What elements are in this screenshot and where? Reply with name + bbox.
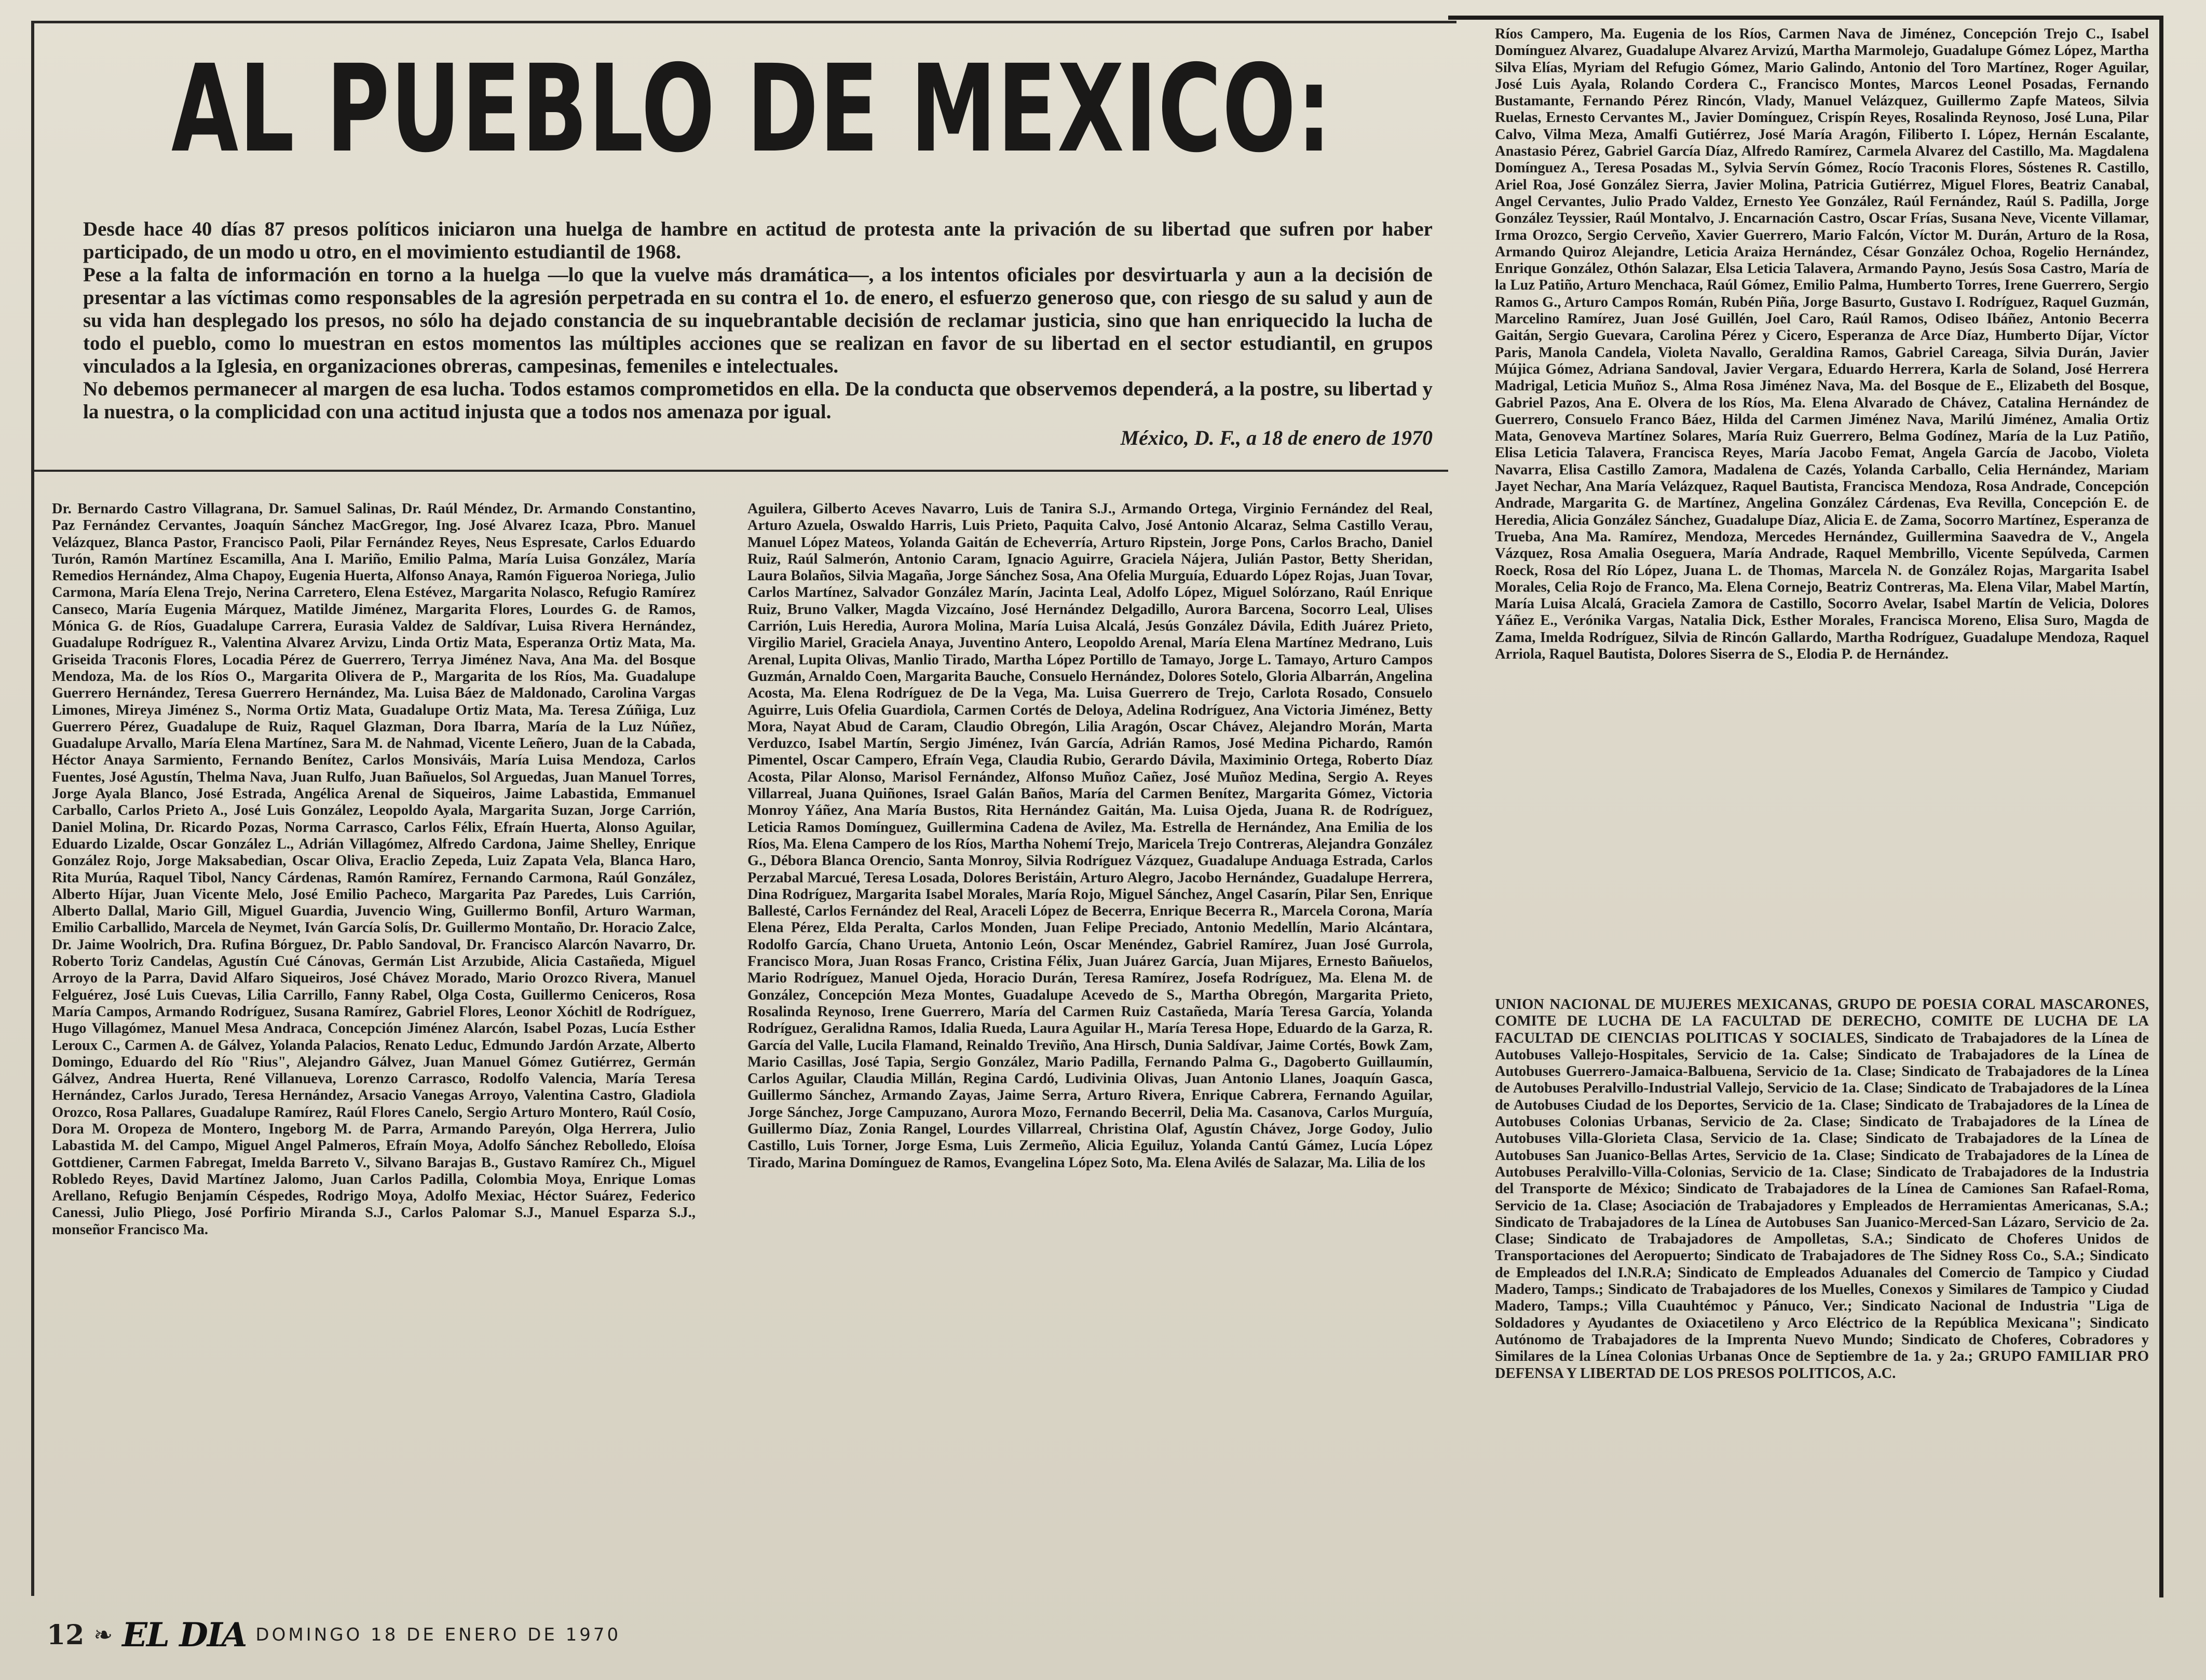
issue-date: DOMINGO 18 DE ENERO DE 1970 [255, 1624, 621, 1645]
unions-list: Sindicato de Trabajadores de la Línea de Autobuses Vallejo-Hospitales, Servicio de 1a. Calse; Sindicato de Trabajadores de la Línea de Autobuses Guerrero-Jamaica-Balbuena, Servicio de 1a. Clase; Sindicato de Trabajadores de la Línea de Autobuses Peralvillo-Industrial Vallejo, Servicio de 1a. Clase; Sindicato de Trabajadores de la Línea de Autobuses Ciudad de los Deportes, Servicio de 1a. Clase; Sindicato de Trabajadores de la Línea de Autobuses Colonias Urbanas, Servicio de 2a. Clase; Sindicato de Trabajadores de la Línea de Autobuses Villa-Glorieta Clasa, Servicio de 1a. Clase; Sindicato de Trabajadores de la Línea de Autobuses San Juanico-Bellas Artes, Servicio de 1a. Clase; Sindicato de Trabajadores de la Línea de Autobuses Peralvillo-Villa-Colonias, Servicio de 1a. Clase; Sindicato de Trabajadores de la Industria del Transporte de México; Sindicato de Trabajadores de la Línea de Camiones San Rafael-Roma, Servicio de 1a. Clase; Asociación de Trabajadores y Empleados de Herramientas Americanas, S.A.; Sindicato de Trabajadores de la Línea de Autobuses San Juanico-Merced-San Lázaro, Servicio de 2a. Clase; Sindicato de Trabajadores de Ampolletas, S.A.; Sindicato de Choferes Unidos de Transportaciones del Aeropuerto; Sindicato de Trabajadores de The Sidney Ross Co., S.A.; Sindicato de Empleados del I.N.R.A; Sindicato de Empleados Aduanales del Comercio de Tampico y Ciudad Madero, Tamps.; Sindicato de Trabajadores de los Muelles, Conexos y Similares de Tampico y Ciudad Madero, Tamps.; Villa Cuauhtémoc y Pánuco, Ver.; Sindicato Nacional de Industria "Liga de Soldadores y Ayudantes de Oxiacetileno y Arco Eléctrico de la República Mexicana"; Sindicato Autónomo de Trabajadores de la Imprenta Nuevo Mundo; Sindicato de Choferes, Cobradores y Similares de la Línea Colonias Urbanas Once de Septiembre de 1a. y 2a.; [1495, 1030, 2149, 1365]
signatures-column-2: Aguilera, Gilberto Aceves Navarro, Luis de Tanira S.J., Armando Ortega, Virginio Fernández del Real, Arturo Azuela, Oswaldo Harris, Luis Prieto, Paquita Calvo, José Antonio Alcaraz, Selma Castillo Verau, Manuel López Mateos, Yolanda Gaitán de Echeverría, Arturo Ripstein, Jorge Pons, Carlos Bracho, Daniel Ruiz, Raúl Salmerón, Antonio Caram, Ignacio Aguirre, Graciela Nájera, Julián Pastor, Betty Sheridan, Laura Bolaños, Silvia Magaña, Jorge Sánchez Sosa, Ana Ofelia Murguía, Eduardo López Rojas, Juan Tovar, Carlos Martínez, Salvador González Marín, Jacinta Leal, Adolfo López, Miguel Solórzano, Raúl Enrique Ruiz, Bruno Valker, Magda Vizcaíno, José Hernández Delgadillo, Aurora Barcena, Socorro Leal, Ulises Carrión, Luis Heredia, Aurora Molina, María Luisa Alcalá, Jesús González Dávila, Edith Juárez Prieto, Virgilio Mariel, Graciela Anaya, Juventino Antero, Leopoldo Arenal, María Elena Martínez Medrano, Luis Arenal, Lupita Olivas, Manlio Tirado, Martha López Portillo de Tamayo, Jorge L. Tamayo, Arturo Campos Guzmán, Arnaldo Coen, Margarita Bauche, Consuelo Hernández, Dolores Sotelo, Gloria Albarrán, Angelina Acosta, Ma. Elena Rodríguez de De la Vega, Ma. Luisa Guerrero de Trejo, Carlota Rosado, Consuelo Aguirre, Luis Ofelia Guardiola, Carmen Cortés de Deloya, Adelina Rodríguez, Ana Victoria Jiménez, Betty Mora, Nayat Abud de Caram, Claudio Obregón, Lilia Aragón, Oscar Chávez, Alejandro Morán, Marta Verduzco, Isabel Martín, Sergio Jiménez, Iván García, Adrián Ramos, José Medina Pichardo, Ramón Pimentel, Oscar Campero, Efraín Vega, Claudia Rubio, Gerardo Dávila, Maximinio Ortega, Roberto Díaz Acosta, Pilar Alonso, Marisol Fernández, Alfonso Muñoz Cañez, José Muñoz Medina, Sergio A. Reyes Villarreal, Juana Quiñones, Israel Galán Baños, María del Carmen Benítez, Margarita Gómez, Victoria Monroy Yáñez, Ana María Bustos, Rita Hernández Gaitán, Ma. Luisa Ojeda, Juana R. de Rodríguez, Leticia Ramos Domínguez, Guillermina Cadena de Avilez, Ma. Estrella de Hernández, Ana Emilia de los Ríos, Ma. Elena Campero de los Ríos, Martha Nohemí Trejo, Maricela Trejo Contreras, Alejandra González G., Débora Blanca Orencio, Santa Monroy, Silvia Rodríguez Vázquez, Guadalupe Anduaga Estrada, Carlos Perzabal Marcué, Teresa Losada, Dolores Beristáin, Arturo Alegro, Jacobo Hernández, Guadalupe Herrera, Dina Rodríguez, Margarita Isabel Morales, María Rojo, Miguel Sánchez, Angel Casarín, Pilar Sen, Enrique Ballesté, Carlos Fernández del Real, Araceli López de Becerra, Enrique Becerra R., Marcela Corona, María Elena Pérez, Elda Peralta, Carlos Monden, Juan Felipe Preciado, Antonio Medellín, Mario Alcántara, Rodolfo García, Chano Urueta, Antonio León, Oscar Menéndez, Gabriel Ramírez, Juan José Gurrola, Francisco Mora, Juan Rosas Franco, Cristina Félix, Juan Juárez García, Juan Mijares, Ernesto Bañuelos, Mario Rodríguez, Manuel Ojeda, Horacio Durán, Teresa Ramírez, Josefa Rodríguez, Ma. Elena M. de González, Concepción Meza Montes, Guadalupe Acevedo de S., Martha Obregón, Margarita Prieto, Rosalinda Reynoso, Irene Guerrero, María del Carmen Ruiz Castañeda, María Teresa García, Yolanda Rodríguez, Geralidna Ramos, Idalia Rueda, Laura Aguilar H., María Teresa Hope, Eduardo de la Garza, R. García del Valle, Lucila Flamand, Reinaldo Treviño, Ana Hirsch, Dunia Saldívar, Jaime Cortés, Bowk Zam, Mario Casillas, José Tapia, Sergio González, Mario Padilla, Fernando Palma G., Dagoberto Guillaumín, Carlos Aguilar, Claudia Millán, Regina Cardó, Ludivinia Olivas, Juan Antonio Llanes, Joaquín Gasca, Guillermo Sánchez, Armando Zayas, Jaime Serra, Arturo Rivera, Enrique Cabrera, Fernando Aguilar, Jorge Sánchez, Jorge Campuzano, Aurora Mozo, Fernando Becerril, Delia Ma. Casanova, Carlos Murguía, Guillermo Díaz, Zonia Rangel, Lourdes Villarreal, Christina Olaf, Agustín Chávez, Jorge Godoy, Julio Castillo, Luis Torner, Jorge Esma, Luis Zermeño, Alicia Eguiluz, Yolanda Cantú Gámez, Lucía López Tirado, Marina Domínguez de Ramos, Evangelina López Soto, Ma. Elena Avilés de Salazar, Ma. Lilia de los [747, 501, 1433, 1171]
intro-text [83, 218, 1433, 431]
intro-paragraph-1: Desde hace 40 días 87 presos políticos iniciaron una huelga de hambre en actitud de protesta ante la privación de su libertad que sufren por haber participado, de un modo u otro, en el movimiento estudiantil de 1968. [83, 218, 1433, 263]
organizations-block [1495, 996, 2149, 1578]
newspaper-logo: EL DIA [122, 1615, 247, 1655]
intro-paragraph-2: Pese a la falta de información en torno a la huelga —lo que la vuelve más dramática—, a los intentos oficiales por desvirtuarla y aun a la decisión de presentar a las víctimas como responsables de la agresión perpetrada en su contra el 1o. de enero, el esfuerzo generoso que, con riesgo de su salud y aun de su vida han desplegado los presos, no sólo ha dejado constancia de su inquebrantable decisión de reclamar justicia, sino que han enriquecido la lucha de todo el pueblo, como lo muestran en estos momentos las múltiples acciones que se realizan en favor de su libertad en el sector estudiantil, en grupos vinculados a la Iglesia, en organizaciones obreras, campesinas, femeniles e intelectuales. [83, 264, 1433, 377]
intro-paragraph-3: No debemos permanecer al margen de esa lucha. Todos estamos comprometidos en ella. De la conducta que observemos dependerá, a la postre, su libertad y la nuestra, o la complicidad con una actitud injusta que a todos nos amenaza por igual. [83, 378, 1433, 423]
page-footer [47, 1614, 670, 1656]
newspaper-emblem-icon: ❧ [93, 1622, 113, 1648]
organizations-caps: UNION NACIONAL DE MUJERES MEXICANAS, GRUPO DE POESIA CORAL MASCARONES, COMITE DE LUCHA DE LA FACULTAD DE DERECHO, COMITE DE LUCHA DE LA FACULTAD DE CIENCIAS POLITICAS Y SOCIALES, [1495, 996, 2149, 1046]
organizations-closing: GRUPO FAMILIAR PRO DEFENSA Y LIBERTAD DE LOS PRESOS POLITICOS, A.C. [1495, 1348, 2149, 1382]
page-number: 12 [47, 1619, 85, 1651]
section-divider [31, 470, 1448, 472]
headline: AL PUEBLO DE MEXICO: [171, 39, 1332, 179]
dateline: México, D. F., a 18 de enero de 1970 [1120, 426, 1433, 449]
signatures-column-3: Ríos Campero, Ma. Eugenia de los Ríos, Carmen Nava de Jiménez, Concepción Trejo C., Isabel Domínguez Alvarez, Guadalupe Alvarez Arvizú, Martha Marmolejo, Guadalupe Gómez López, Martha Silva Elías, Myriam del Refugio Gómez, Mario Galindo, Antonio del Toro Martínez, Roger Aguilar, José Luis Ayala, Rolando Cordera C., Francisco Montes, Marcos Leonel Posadas, Fernando Bustamante, Fernando Pérez Rincón, Vlady, Manuel Velázquez, Guillermo Zapfe Mateos, Silvia Ruelas, Ernesto Cervantes M., Javier Domínguez, Crispín Reyes, Rosalinda Reynoso, José Luna, Pilar Calvo, Vilma Meza, Amalfi Gutiérrez, José María Aragón, Filiberto I. López, Hernán Escalante, Anastasio Pérez, Gabriel García Díaz, Alfredo Ramírez, Carmela Alvarez del Castillo, Ma. Magdalena Domínguez A., Teresa Posadas M., Sylvia Servín Gómez, Rocío Traconis Flores, Sóstenes R. Castillo, Ariel Roa, José González Sierra, Javier Molina, Patricia Gutiérrez, Miguel Flores, Beatriz Canabal, Angel Cervantes, Julio Prado Valdez, Ernesto Yee González, Raúl Fernández, Raúl S. Padilla, Jorge González Teyssier, Raúl Montalvo, J. Encarnación Castro, Oscar Frías, Susana Neve, Vicente Villamar, Irma Orozco, Sergio Cerveño, Xavier Guerrero, Mario Falcón, Víctor M. Durán, Arturo de la Rosa, Armando Quiroz Alejandre, Leticia Araiza Hernández, César González Ochoa, Rogelio Hernández, Enrique González, Othón Salazar, Elsa Leticia Talavera, Armando Payno, Jesús Sosa Castro, María de la Luz Patiño, Arturo Menchaca, Raúl Gómez, Emilio Palma, Humberto Torres, Irene Guerrero, Sergio Ramos G., Arturo Campos Román, Rubén Piña, Jorge Basurto, Gustavo I. Rodríguez, Raquel Guzmán, Marcelino Ramírez, Juan José Guillén, Joel Caro, Raúl Ramos, Odiseo Ibáñez, Antonio Becerra Gaitán, Sergio Guevara, Carolina Pérez y Cicero, Esperanza de Arce Díaz, Humberto Díjar, Víctor Paris, Manola Candela, Violeta Navallo, Geraldina Ramos, Gabriel Careaga, Silvia Durán, Javier Mújica Gómez, Adriana Sandoval, Javier Vergara, Eduardo Herrera, Karla de Soland, José Herrera Madrigal, Leticia Muñoz S., Alma Rosa Jiménez Nava, Ma. del Bosque de E., Elizabeth del Bosque, Gabriel Pazos, Ana E. Olvera de los Ríos, Ma. Elena Alvarado de Chávez, Catalina Hernández de Guerrero, Consuelo Franco Báez, Hilda del Carmen Jiménez Nava, Marilú Jiménez, Amalia Ortiz Mata, Genoveva Martínez Solares, María Ruiz Guerrero, Belma Godínez, María de la Luz Patiño, Elisa Leticia Talavera, Francisca Reyes, María Jacobo Femat, Angela García de Jacobo, Violeta Navarra, Elisa Castillo Zamora, Madalena de Cazés, Yolanda Carballo, Celia Hernández, Mariam Jayet Nechar, Ana María Velázquez, Raquel Bautista, Francisca Mendoza, Rosa Andrade, Concepción Andrade, Margarita G. de Martínez, Angelina González Cárdenas, Eva Revilla, Concepción E. de Heredia, Alicia González Sánchez, Guadalupe Díaz, Alicia E. de Zama, Socorro Martínez, Esperanza de Trueba, Ana Ma. Ramírez, Mendoza, Mercedes Hernández, Guillermina Saavedra de V., Angela Vázquez, Rosa Amalia Oseguera, María Andrade, Raquel Membrillo, Vicente Sepúlveda, Carmen Roeck, Rosa del Río López, Juana L. de Thomas, Marcela N. de González Rojas, Margarita Isabel Morales, Celia Rojo de Franco, Ma. Elena Cornejo, Beatriz Contreras, Ma. Elena Vilar, Mabel Martín, María Luisa Alcalá, Graciela Zamora de Castillo, Socorro Avelar, Isabel Martín de Velicia, Dolores Yáñez E., Verónika Vargas, Natalia Dick, Esther Morales, Francisca Moreno, Elisa Suro, Magda de Zama, Imelda Rodríguez, Silvia de Rincón Gallardo, Martha Rodríguez, Guadalupe Mendoza, Raquel Arriola, Raquel Bautista, Dolores Siserra de S., Elodia P. de Hernández. [1495, 26, 2149, 662]
signatures-column-1: Dr. Bernardo Castro Villagrana, Dr. Samuel Salinas, Dr. Raúl Méndez, Dr. Armando Constantino, Paz Fernández Cervantes, Joaquín Sánchez MacGregor, Ing. José Alvarez Icaza, Pbro. Manuel Velázquez, Blanca Pastor, Francisco Paoli, Pilar Fernández Reyes, Neus Espresate, Carlos Eduardo Turón, Ramón Martínez Escamilla, Ana I. Mariño, Emilio Palma, María Luisa González, María Remedios Hernández, Alma Chapoy, Eugenia Huerta, Alfonso Anaya, Ramón Figueroa Noriega, Julio Carmona, María Elena Trejo, Nerina Carretero, Elena Estévez, Margarita Nolasco, Refugio Ramírez Canseco, María Eugenia Márquez, Matilde Jiménez, Margarita Flores, Lourdes G. de Ramos, Mónica G. de Ríos, Guadalupe Carrera, Eurasia Valdez de Saldívar, Luisa Rivera Hernández, Guadalupe Rodríguez R., Valentina Alvarez Arvizu, Linda Ortiz Mata, Esperanza Ortiz Mata, Ma. Griseida Traconis Flores, Locadia Pérez de Guerrero, Terrya Jiménez Nava, Ana Ma. del Bosque Mendoza, Ma. de los Ríos O., Margarita Olivera de P., Margarita de los Ríos, Ma. Guadalupe Guerrero Hernández, Teresa Guerrero Hernández, Ma. Luisa Báez de Maldonado, Carolina Vargas Limones, Mireya Jiménez S., Norma Ortiz Mata, Guadalupe Ortiz Mata, Ma. Teresa Zúñiga, Luz Guerrero Pérez, Guadalupe de Ruiz, Raquel Glazman, Dora Ibarra, María de la Luz Núñez, Guadalupe Arvallo, María Elena Martínez, Sara M. de Nahmad, Vicente Leñero, Juan de la Cabada, Héctor Anaya Sarmiento, Fernando Benítez, Carlos Monsiváis, María Luisa Mendoza, Carlos Fuentes, José Agustín, Thelma Nava, Juan Rulfo, Juan Bañuelos, Sol Arguedas, Juan Manuel Torres, Jorge Ayala Blanco, José Estrada, Angélica Arenal de Siqueiros, Jaime Labastida, Emmanuel Carballo, Carlos Prieto A., José Luis González, Leopoldo Ayala, Margarita Suzan, Jorge Carrión, Daniel Molina, Dr. Ricardo Pozas, Norma Carrasco, Carlos Félix, Efraín Huerta, Alonso Aguilar, Eduardo Lizalde, Oscar González L., Adrián Villagómez, Alfredo Cardona, Jaime Shelley, Enrique González Rojo, Jorge Maksabedian, Oscar Oliva, Eraclio Zepeda, Luiz Zapata Vela, Blanca Haro, Rita Murúa, Raquel Tibol, Nancy Cárdenas, Ramón Ramírez, Fernando Carmona, Raúl González, Alberto Híjar, Juan Vicente Melo, José Emilio Pacheco, Margarita Paz Paredes, Luis Carrión, Alberto Dallal, Mario Gill, Miguel Guardia, Juvencio Wing, Guillermo Bonfil, Arturo Warman, Emilio Carballido, Marcela de Neymet, Iván García Solís, Dr. Guillermo Montaño, Dr. Horacio Zalce, Dr. Jaime Woolrich, Dra. Rufina Bórguez, Dr. Pablo Sandoval, Dr. Francisco Alarcón Navarro, Dr. Roberto Toriz Candelas, Agustín Cué Cánovas, Germán List Arzubide, Alicia Castañeda, Miguel Arroyo de la Parra, David Alfaro Siqueiros, José Chávez Morado, Mario Orozco Rivera, Manuel Felguérez, José Luis Cuevas, Lilia Carrillo, Fanny Rabel, Olga Costa, Guillermo Ceniceros, Rosa María Campos, Armando Rodríguez, Susana Ramírez, Gabriel Flores, Leonor Xóchitl de Rodríguez, Hugo Villagómez, Manuel Mesa Andraca, Concepción Jiménez Alarcón, Isabel Pozas, Lucía Esther Leroux C., Carmen A. de Gálvez, Yolanda Palacios, Renato Leduc, Edmundo Jardón Arzate, Alberto Domingo, Eduardo del Río "Rius", Alejandro Gálvez, Juan Manuel Gómez Gutiérrez, Germán Gálvez, Andrea Huerta, René Villanueva, Lorenzo Carrasco, Rodolfo Valencia, María Teresa Hernández, Carlos Jurado, Teresa Hernández, Arsacio Vanegas Arroyo, Valentina Castro, Gladiola Orozco, Rosa Pallares, Guadalupe Ramírez, Raúl Flores Canelo, Sergio Arturo Montero, Raúl Cosío, Dora M. Oropeza de Montero, Ingeborg M. de Parra, Armando Pareyón, Olga Herrera, Julio Labastida M. del Campo, Miguel Angel Palmeros, Efraín Moya, Adolfo Sánchez Rebolledo, Eloísa Gottdiener, Carmen Fabregat, Imelda Barreto V., Silvano Barajas B., Gustavo Ramírez Ch., Miguel Robledo Reyes, David Martínez Jalomo, Juan Carlos Padilla, Colombia Moya, Enrique Lomas Arellano, Refugio Benjamín Céspedes, Rodrigo Moya, Adolfo Mexiac, Héctor Suárez, Federico Canessi, Julio Pliego, José Porfirio Miranda S.J., Carlos Palomar S.J., Manuel Esparza S.J., monseñor Francisco Ma. [52, 501, 696, 1238]
